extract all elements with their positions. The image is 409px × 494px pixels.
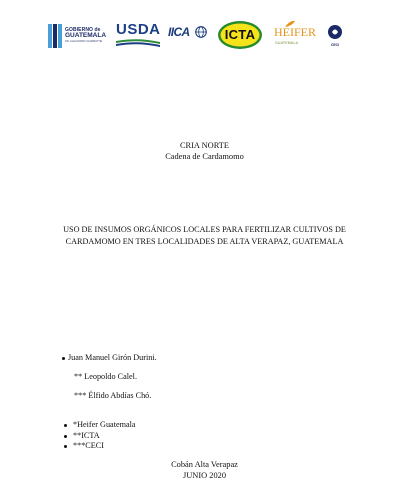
- gobierno-guatemala-logo: [65, 27, 106, 45]
- heifer-logo-subtext: GUATEMALA: [275, 41, 299, 45]
- gobierno-line2: GUATEMALA: [65, 32, 107, 39]
- iica-logo: [168, 24, 208, 46]
- gobierno-line3: DR. ALEJANDRO GIAMMATTEI: [65, 40, 103, 43]
- chain-name: Cadena de Cardamomo: [165, 151, 244, 161]
- bullet-icon: [62, 357, 65, 360]
- usda-logo-text: USDA: [116, 21, 161, 38]
- organization-heading: [0, 141, 409, 162]
- document-title: USO DE INSUMOS ORGÁNICOS LOCALES PARA FERTILIZAR CULTIVOS DE CARDAMOMO EN TRES LOCALIDADES DE ALTA VERAPAZ, GUATEMALA: [63, 225, 346, 246]
- affiliation-list: [62, 420, 136, 452]
- iica-logo-text: IICA: [168, 25, 190, 39]
- affiliation-item: [62, 420, 136, 431]
- author-name: *** Élfido Abdías Chó.: [74, 391, 152, 400]
- affiliation-text: *Heifer Guatemala: [73, 420, 136, 429]
- affiliation-item: [62, 431, 136, 442]
- bullet-icon: [64, 435, 67, 438]
- author-item: [62, 391, 157, 401]
- ceci-emblem-icon: [327, 24, 343, 42]
- bullet-icon: [64, 424, 67, 427]
- author-item: [62, 372, 157, 382]
- logo-strip: [48, 18, 364, 52]
- usda-logo: [116, 21, 160, 47]
- author-item: [62, 353, 157, 363]
- icta-logo: [217, 20, 263, 50]
- author-list: [62, 353, 157, 410]
- icta-logo-text: ICTA: [224, 27, 256, 42]
- affiliation-item: [62, 441, 136, 452]
- affiliation-text: ***CECI: [73, 441, 104, 450]
- author-name: ** Leopoldo Calel.: [74, 372, 137, 381]
- ceci-logo-text: CECI: [330, 43, 340, 47]
- ceci-logo: [327, 24, 343, 50]
- gobierno-line1: GOBIERNO de: [65, 27, 101, 33]
- footer-date: JUNIO 2020: [182, 470, 227, 480]
- guatemala-flag-logo-icon: [48, 24, 62, 48]
- affiliation-text: **ICTA: [73, 430, 100, 440]
- globe-icon: [195, 26, 207, 38]
- author-name: Juan Manuel Girón Durini.: [68, 353, 157, 362]
- document-footer: [0, 460, 409, 481]
- heifer-logo: [270, 20, 316, 48]
- bullet-icon: [64, 445, 67, 448]
- org-name: CRIA NORTE: [179, 141, 230, 150]
- usda-swoosh-icon: [116, 38, 160, 47]
- footer-place: Cobán Alta Verapaz: [171, 460, 238, 469]
- heifer-logo-text: HEIFER: [274, 25, 316, 39]
